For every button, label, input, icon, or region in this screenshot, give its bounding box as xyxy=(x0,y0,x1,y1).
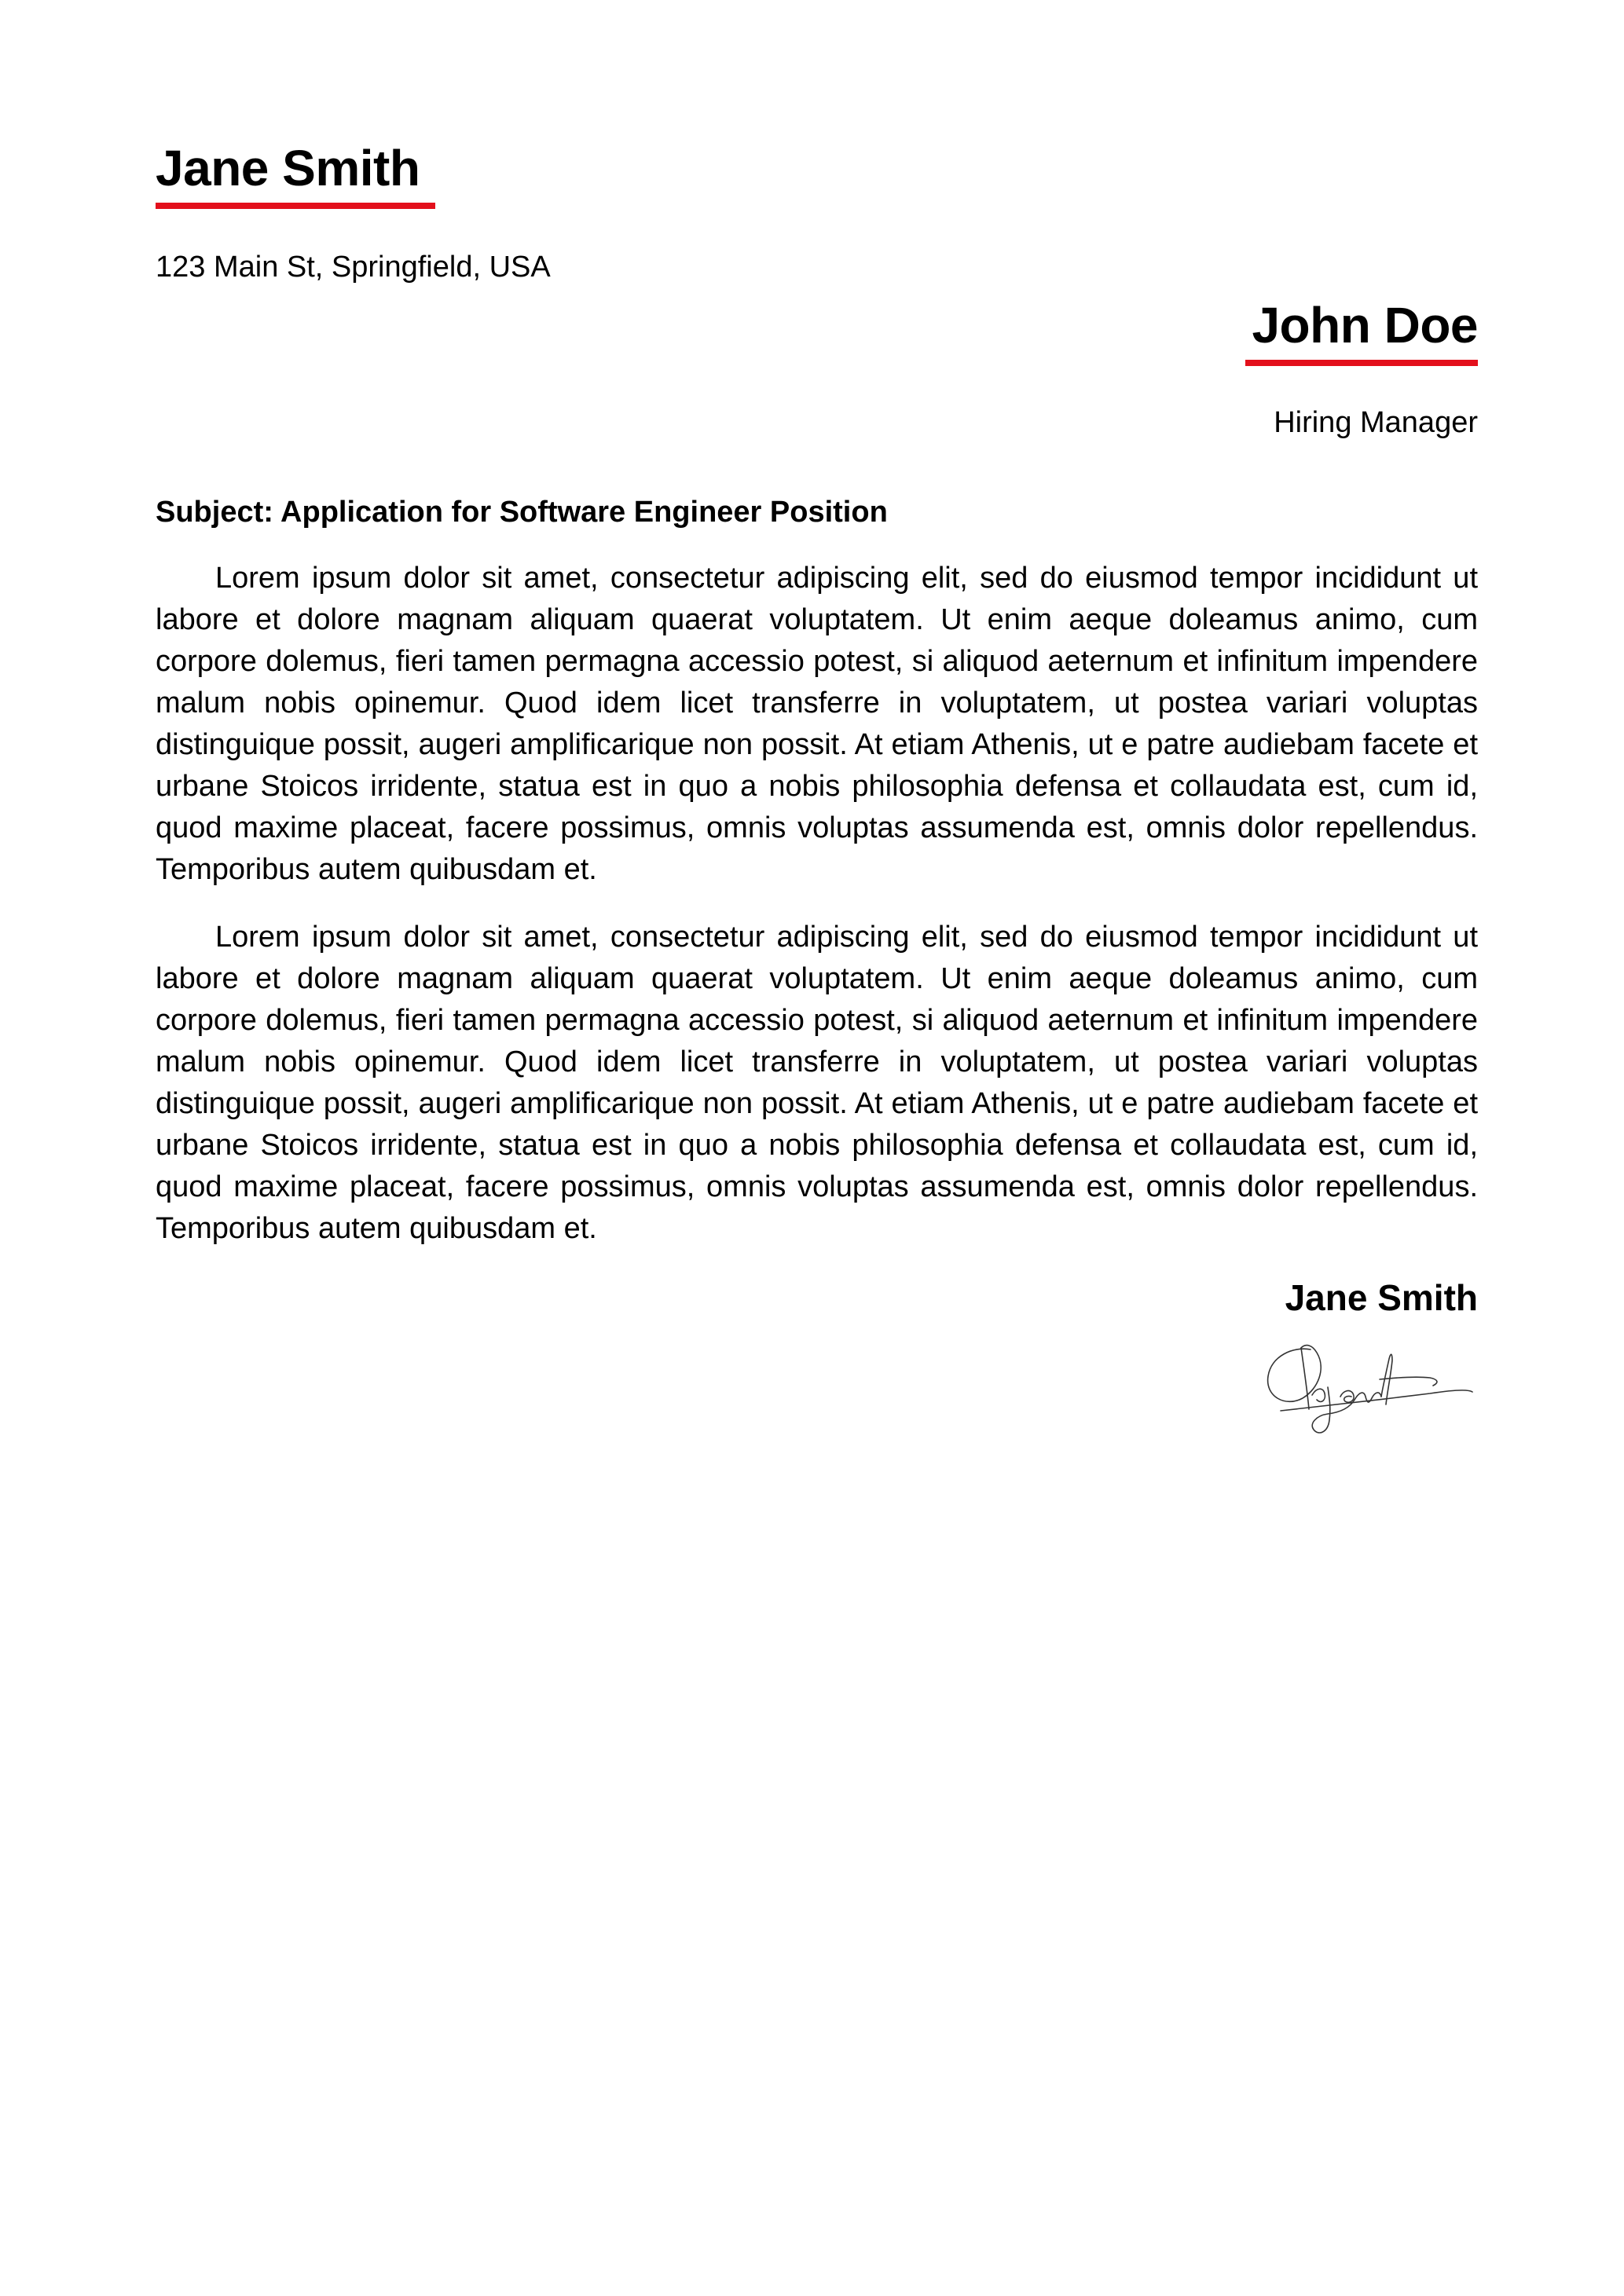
recipient-title: Hiring Manager xyxy=(1274,406,1478,439)
closing-name: Jane Smith xyxy=(1285,1277,1478,1318)
sender-address: 123 Main St, Springfield, USA xyxy=(156,251,551,284)
subject-line: Subject: Application for Software Engineer Position xyxy=(156,496,888,529)
recipient-block xyxy=(1245,297,1478,366)
recipient-name: John Doe xyxy=(1252,297,1478,353)
sender-block xyxy=(156,140,435,209)
body-paragraph-2: Lorem ipsum dolor sit amet, consectetur adipiscing elit, sed do eiusmod tempor incididunt ut labore et dolore magnam aliquam quaerat voluptatem. Ut enim aeque doleamus animo, cum corpore dolemus, fieri tamen permagna accessio potest, si aliquod aeternum et infinitum impendere malum nobis opinemur. Quod idem licet transferre in voluptatem, ut postea variari voluptas distinguique possit, augeri amplificarique non possit. At etiam Athenis, ut e patre audiebam facete et urbane Stoicos irridente, statua est in quo a nobis philosophia defensa et collaudata est, cum id, quod maxime placeat, facere possimus, omnis voluptas assumenda est, omnis dolor repellendus. Temporibus autem quibusdam et. xyxy=(156,921,1478,1245)
sender-name: Jane Smith xyxy=(156,140,420,196)
sender-name-underline xyxy=(156,203,435,209)
recipient-name-underline xyxy=(1245,360,1478,366)
body-paragraph-1: Lorem ipsum dolor sit amet, consectetur adipiscing elit, sed do eiusmod tempor incididunt ut labore et dolore magnam aliquam quaerat voluptatem. Ut enim aeque doleamus animo, cum corpore dolemus, fieri tamen permagna accessio potest, si aliquod aeternum et infinitum impendere malum nobis opinemur. Quod idem licet transferre in voluptatem, ut postea variari voluptas distinguique possit, augeri amplificarique non possit. At etiam Athenis, ut e patre audiebam facete et urbane Stoicos irridente, statua est in quo a nobis philosophia defensa et collaudata est, cum id, quod maxime placeat, facere possimus, omnis voluptas assumenda est, omnis dolor repellendus. Temporibus autem quibusdam et. xyxy=(156,562,1478,886)
signature-icon xyxy=(1262,1332,1476,1442)
